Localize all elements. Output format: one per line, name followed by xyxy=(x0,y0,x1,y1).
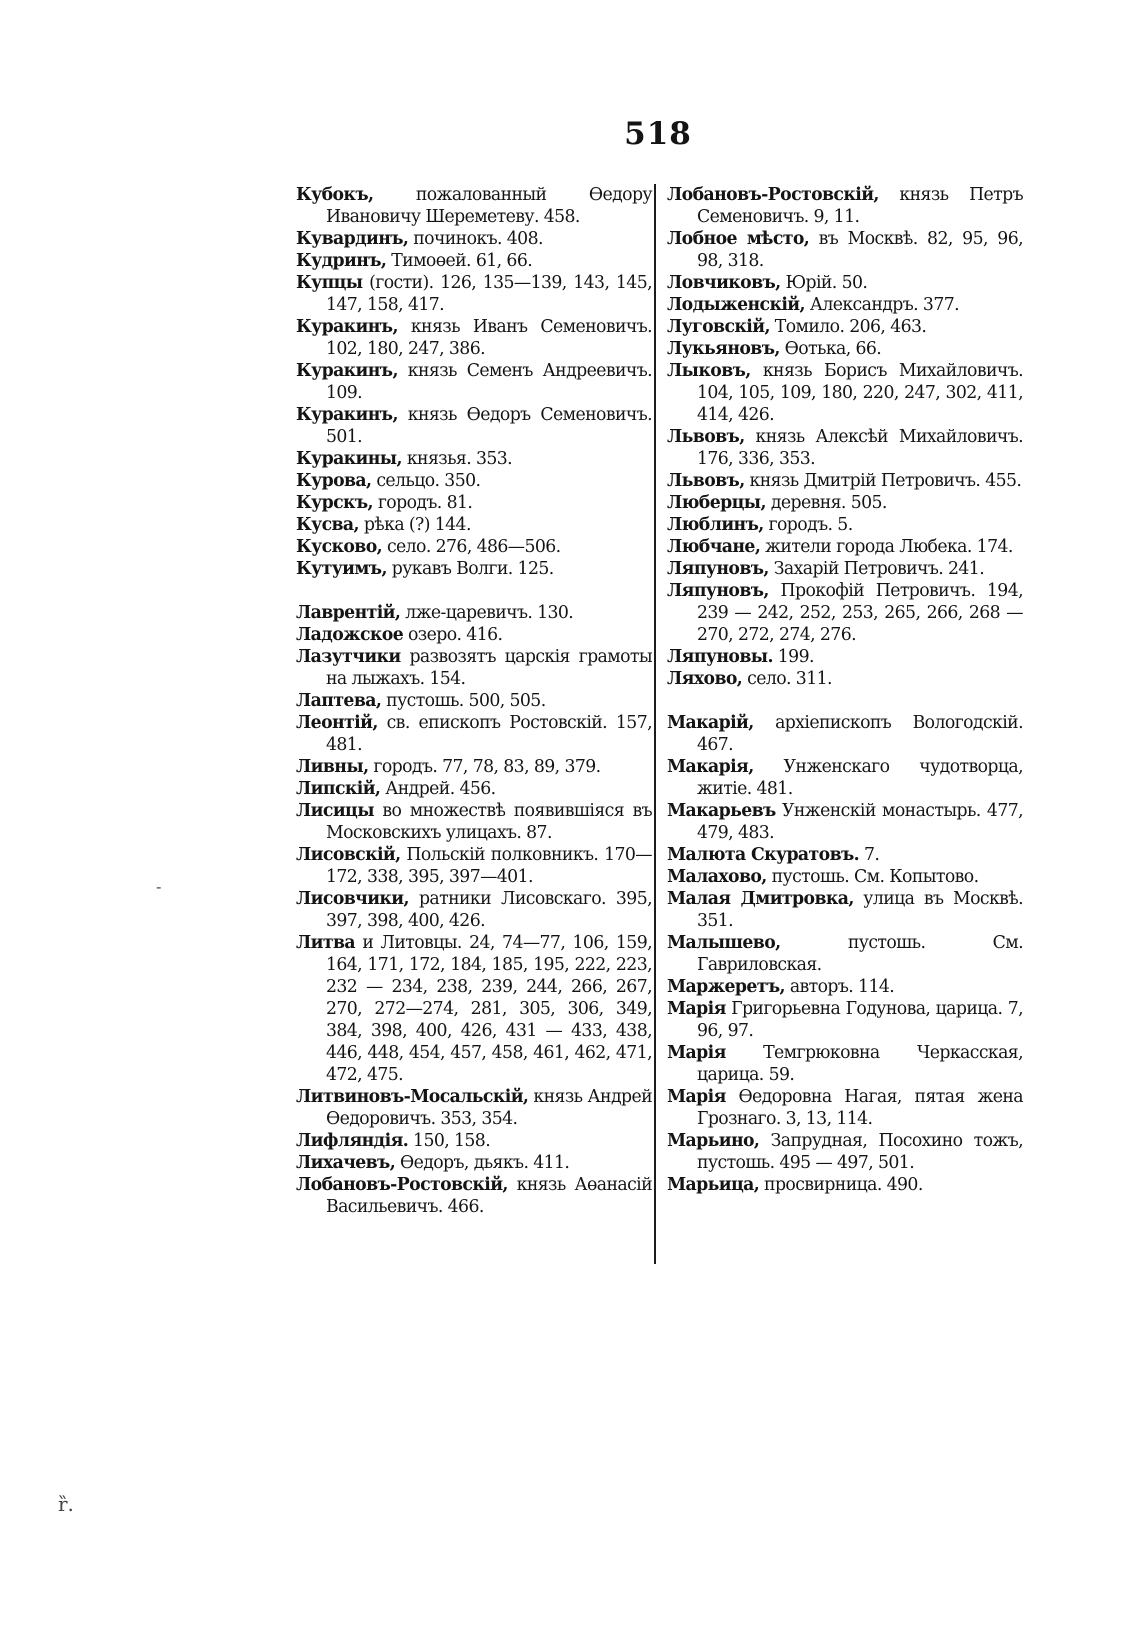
entry-headword: Лисовчики, xyxy=(296,889,409,909)
index-entry xyxy=(667,470,1023,492)
entry-text: просвирница. 490. xyxy=(759,1175,923,1195)
entry-headword: Курова, xyxy=(296,471,372,491)
entry-headword: Кудринъ, xyxy=(296,251,387,271)
entry-text: улица въ Москвѣ. 351. xyxy=(697,889,1024,931)
entry-headword: Ляхово, xyxy=(667,669,743,689)
column-divider xyxy=(654,184,656,1264)
entry-headword: Ладожское xyxy=(296,625,404,645)
entry-headword: Лыковъ, xyxy=(667,361,751,381)
entry-text: архіепископъ Вологодскій. 467. xyxy=(697,713,1023,755)
entry-headword: Макарій, xyxy=(667,713,754,733)
entry-headword: Малюта Скуратовъ. xyxy=(667,845,860,865)
entry-text: Унженскій монастырь. 477, 479, 483. xyxy=(697,801,1023,843)
index-entry xyxy=(296,1086,652,1130)
index-entry xyxy=(667,316,1023,338)
index-entry xyxy=(296,272,652,316)
entry-headword: Куракинъ, xyxy=(296,405,398,425)
index-entry xyxy=(667,976,1023,998)
index-entry xyxy=(667,228,1023,272)
entry-headword: Ляпуновъ, xyxy=(667,559,769,579)
entry-text: (гости). 126, 135—139, 143, 145, 147, 158, 417. xyxy=(326,273,652,315)
entry-headword: Лазутчики xyxy=(296,647,401,667)
entry-headword: Ливны, xyxy=(296,757,369,777)
index-entry xyxy=(667,646,1023,668)
entry-headword: Лаптева, xyxy=(296,691,382,711)
entry-headword: Кусва, xyxy=(296,515,359,535)
index-entry xyxy=(667,536,1023,558)
index-entry xyxy=(296,360,652,404)
entry-headword: Лукьяновъ, xyxy=(667,339,780,359)
index-entry xyxy=(667,492,1023,514)
entry-headword: Лисовскій, xyxy=(296,845,401,865)
entry-headword: Малая Дмитровка, xyxy=(667,889,854,909)
entry-headword: Липскій, xyxy=(296,779,381,799)
entry-text: городъ. 77, 78, 83, 89, 379. xyxy=(368,757,601,777)
index-entry xyxy=(296,646,652,690)
entry-text: 150, 158. xyxy=(408,1131,491,1151)
index-entry xyxy=(667,1174,1023,1196)
entry-text: Тимоөей. 61, 66. xyxy=(386,251,533,271)
index-entry xyxy=(667,866,1023,888)
index-entry xyxy=(667,932,1023,976)
entry-text: лже-царевичъ. 130. xyxy=(400,603,574,623)
entry-headword: Марія xyxy=(667,999,726,1019)
entry-headword: Курскъ, xyxy=(296,493,373,513)
entry-text: князья. 353. xyxy=(401,449,513,469)
index-entry xyxy=(296,228,652,250)
index-entry xyxy=(296,624,652,646)
entry-headword: Лобановъ-Ростовскій, xyxy=(667,185,879,205)
index-entry xyxy=(296,932,652,1086)
entry-headword: Куракинъ, xyxy=(296,361,398,381)
index-entry xyxy=(296,470,652,492)
index-entry xyxy=(296,1174,652,1218)
index-entry xyxy=(667,514,1023,536)
entry-text: городъ. 81. xyxy=(372,493,473,513)
index-entry xyxy=(296,492,652,514)
entry-headword: Леонтій, xyxy=(296,713,378,733)
entry-headword: Лобановъ-Ростовскій, xyxy=(296,1175,508,1195)
entry-text: во множествѣ появившіяся въ Московскихъ улицахъ. 87. xyxy=(326,801,652,843)
entry-text: Өедоровна Нагая, пятая жена Грознаго. 3, 13, 114. xyxy=(697,1087,1023,1129)
entry-headword: Марія xyxy=(667,1043,726,1063)
entry-text: князь Дмитрій Петровичъ. 455. xyxy=(744,471,1022,491)
entry-text: пустошь. См. Копытово. xyxy=(766,867,979,887)
entry-headword: Марія xyxy=(667,1087,726,1107)
entry-headword: Люблинъ, xyxy=(667,515,764,535)
entry-headword: Лифляндія. xyxy=(296,1131,409,1151)
entry-text: рѣка (?) 144. xyxy=(358,515,471,535)
entry-text: городъ. 5. xyxy=(763,515,853,535)
entry-headword: Лихачевъ, xyxy=(296,1153,396,1173)
entry-text: Польскій полковникъ. 170—172, 338, 395, 397—401. xyxy=(326,845,652,887)
index-entry xyxy=(296,558,652,580)
page-number: 518 xyxy=(624,116,692,152)
entry-text: авторъ. 114. xyxy=(784,977,895,997)
entry-headword: Ляпуновы. xyxy=(667,647,773,667)
entry-text: и Литовцы. 24, 74—77, 106, 159, 164, 171, 172, 184, 185, 195, 222, 223, 232 — 234, 238, 239, 244, 266, 267, 270, 272—274, 281, 305, 306, 349, 384, 398, 400, 426, 431 — 433, 438, 446, 448, 454, 457, 458, 461, 462, 471, 472, 475. xyxy=(326,933,652,1085)
index-entry xyxy=(296,712,652,756)
index-entry xyxy=(667,360,1023,426)
entry-headword: Маржеретъ, xyxy=(667,977,785,997)
entry-text: ратники Лисовскаго. 395, 397, 398, 400, 426. xyxy=(326,889,652,931)
index-entry xyxy=(667,1042,1023,1086)
index-entry xyxy=(296,1130,652,1152)
entry-text: 199. xyxy=(772,647,814,667)
entry-headword: Марьица, xyxy=(667,1175,760,1195)
index-entry xyxy=(667,668,1023,690)
entry-headword: Львовъ, xyxy=(667,427,745,447)
entry-text: Томило. 206, 463. xyxy=(769,317,927,337)
index-entry xyxy=(296,250,652,272)
entry-headword: Литвиновъ-Мосальскій, xyxy=(296,1087,529,1107)
entry-text: князь Аөанасій Васильевичъ. 466. xyxy=(326,1175,652,1217)
index-entry xyxy=(667,272,1023,294)
entry-headword: Лаврентій, xyxy=(296,603,401,623)
entry-text: Өедоръ, дьякъ. 411. xyxy=(395,1153,570,1173)
entry-text: Григорьевна Годунова, царица. 7, 96, 97. xyxy=(697,999,1023,1041)
index-entry xyxy=(667,888,1023,932)
index-entry xyxy=(667,294,1023,316)
index-entry xyxy=(667,426,1023,470)
entry-text: развозятъ царскія грамоты на лыжахъ. 154. xyxy=(326,647,652,689)
entry-text: озеро. 416. xyxy=(403,625,503,645)
entry-text: князь Алексѣй Михайловичъ. 176, 336, 353. xyxy=(697,427,1023,469)
entry-text: князь Петръ Семеновичъ. 9, 11. xyxy=(697,185,1023,227)
index-entry xyxy=(296,514,652,536)
margin-mark: ȑ. xyxy=(58,1492,74,1516)
index-entry xyxy=(296,536,652,558)
entry-headword: Купцы xyxy=(296,273,363,293)
index-entry xyxy=(296,844,652,888)
index-entry xyxy=(667,756,1023,800)
entry-headword: Марьино, xyxy=(667,1131,760,1151)
entry-headword: Ляпуновъ, xyxy=(667,581,769,601)
entry-text: рукавъ Волги. 125. xyxy=(386,559,554,579)
entry-text: жители города Любека. 174. xyxy=(760,537,1013,557)
index-entry xyxy=(296,448,652,470)
entry-headword: Кувардинъ, xyxy=(296,229,409,249)
index-entry xyxy=(296,1152,652,1174)
entry-headword: Львовъ, xyxy=(667,471,745,491)
entry-text: Андрей. 456. xyxy=(380,779,496,799)
index-entry xyxy=(667,800,1023,844)
index-entry xyxy=(667,1130,1023,1174)
entry-headword: Луговскій, xyxy=(667,317,770,337)
index-entry xyxy=(667,184,1023,228)
index-entry xyxy=(296,756,652,778)
entry-headword: Лобное мѣсто, xyxy=(667,229,810,249)
entry-headword: Куракины, xyxy=(296,449,402,469)
entry-headword: Кутуимъ, xyxy=(296,559,387,579)
entry-text: Прокофій Петровичъ. 194, 239 — 242, 252, 253, 265, 266, 268 — 270, 272, 274, 276. xyxy=(697,581,1023,645)
index-entry xyxy=(296,888,652,932)
index-entry xyxy=(296,690,652,712)
entry-text: 7. xyxy=(859,845,880,865)
index-entry xyxy=(296,316,652,360)
index-entry xyxy=(667,844,1023,866)
entry-text: князь Иванъ Семеновичъ. 102, 180, 247, 386. xyxy=(326,317,652,359)
index-column-left xyxy=(296,184,652,1218)
index-entry xyxy=(667,558,1023,580)
entry-headword: Малышево, xyxy=(667,933,781,953)
index-entry xyxy=(296,184,652,228)
entry-headword: Малахово, xyxy=(667,867,767,887)
margin-mark: - xyxy=(156,877,162,896)
entry-headword: Лодыженскій, xyxy=(667,295,805,315)
entry-headword: Литва xyxy=(296,933,356,953)
entry-text: село. 276, 486—506. xyxy=(382,537,561,557)
entry-text: Унженскаго чудотворца, житіе. 481. xyxy=(697,757,1023,799)
index-entry xyxy=(667,580,1023,646)
entry-headword: Макарія, xyxy=(667,757,754,777)
entry-headword: Лисицы xyxy=(296,801,374,821)
index-entry xyxy=(296,404,652,448)
entry-text: пустошь. 500, 505. xyxy=(381,691,546,711)
entry-text: село. 311. xyxy=(742,669,832,689)
entry-headword: Макарьевъ xyxy=(667,801,776,821)
entry-text: Запрудная, Посохино тожъ, пустошь. 495 — 497, 501. xyxy=(697,1131,1023,1173)
entry-text: Юрій. 50. xyxy=(780,273,868,293)
entry-text: починокъ. 408. xyxy=(408,229,543,249)
index-entry xyxy=(667,712,1023,756)
entry-headword: Ловчиковъ, xyxy=(667,273,781,293)
entry-headword: Кусково, xyxy=(296,537,383,557)
index-entry xyxy=(296,800,652,844)
entry-text: деревня. 505. xyxy=(765,493,887,513)
entry-text: князь Борисъ Михайловичъ. 104, 105, 109, 180, 220, 247, 302, 411, 414, 426. xyxy=(697,361,1023,425)
entry-text: въ Москвѣ. 82, 95, 96, 98, 318. xyxy=(697,229,1023,271)
entry-text: князь Семенъ Андреевичъ. 109. xyxy=(326,361,652,403)
entry-text: князь Андрей Өедоровичъ. 353, 354. xyxy=(326,1087,652,1129)
entry-headword: Люберцы, xyxy=(667,493,766,513)
entry-text: Захарій Петровичъ. 241. xyxy=(768,559,985,579)
entry-text: пожалованный Өедору Ивановичу Шереметеву. 458. xyxy=(326,185,652,227)
entry-text: Темгрюковна Черкасская, царица. 59. xyxy=(697,1043,1023,1085)
entry-text: Өотька, 66. xyxy=(779,339,882,359)
entry-text: пустошь. См. Гавриловская. xyxy=(697,933,1023,975)
index-entry xyxy=(296,778,652,800)
index-entry xyxy=(667,1086,1023,1130)
entry-text: св. епископъ Ростовскій. 157, 481. xyxy=(326,713,652,755)
index-column-right xyxy=(667,184,1023,1196)
index-entry xyxy=(667,338,1023,360)
entry-headword: Кубокъ, xyxy=(296,185,374,205)
index-entry xyxy=(296,602,652,624)
entry-headword: Любчане, xyxy=(667,537,761,557)
entry-headword: Куракинъ, xyxy=(296,317,398,337)
entry-text: Александръ. 377. xyxy=(804,295,960,315)
entry-text: князь Өедоръ Семеновичъ. 501. xyxy=(326,405,652,447)
index-entry xyxy=(667,998,1023,1042)
entry-text: сельцо. 350. xyxy=(371,471,481,491)
